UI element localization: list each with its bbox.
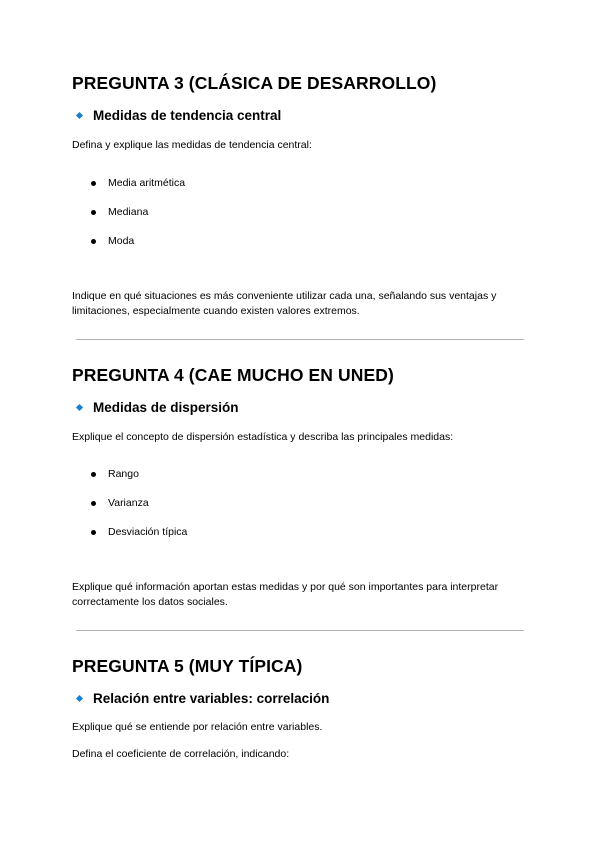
section-4-intro: Explique el concepto de dispersión estadística y describa las principales medidas: bbox=[72, 431, 454, 443]
list-item-text: Varianza bbox=[108, 497, 149, 509]
diamond-bullet-icon bbox=[76, 695, 83, 702]
list-item bbox=[91, 235, 134, 247]
section-3-closing: Indique en qué situaciones es más conveniente utilizar cada una, señalando sus ventajas y limitaciones, especialmente cuando existen valores extremos. bbox=[72, 290, 497, 317]
list-item-text: Desviación típica bbox=[108, 526, 188, 538]
section-5-title: PREGUNTA 5 (MUY TÍPICA) bbox=[72, 656, 303, 676]
list-item bbox=[91, 526, 187, 538]
subtitle-text: Medidas de dispersión bbox=[93, 400, 239, 415]
bullet-dot-icon bbox=[91, 501, 96, 506]
section-5-subtitle bbox=[76, 691, 329, 706]
diamond-bullet-icon bbox=[76, 404, 83, 411]
bullet-dot-icon bbox=[91, 181, 96, 186]
section-4-subtitle bbox=[76, 400, 239, 415]
bullet-dot-icon bbox=[91, 239, 96, 244]
list-item-text: Rango bbox=[108, 468, 139, 480]
section-divider bbox=[76, 630, 524, 631]
list-item bbox=[91, 497, 149, 509]
bullet-dot-icon bbox=[91, 472, 96, 477]
list-item bbox=[91, 206, 148, 218]
section-3-title: PREGUNTA 3 (CLÁSICA DE DESARROLLO) bbox=[72, 73, 437, 93]
section-3-subtitle bbox=[76, 108, 281, 123]
list-item bbox=[91, 468, 139, 480]
list-item-text: Moda bbox=[108, 235, 135, 247]
section-4-closing: Explique qué información aportan estas medidas y por qué son importantes para interpretar correctamente los datos sociales. bbox=[72, 581, 499, 608]
bullet-dot-icon bbox=[91, 210, 96, 215]
subtitle-text: Medidas de tendencia central bbox=[93, 108, 282, 123]
list-item-text: Media aritmética bbox=[108, 177, 186, 189]
list-item bbox=[91, 177, 185, 189]
section-3-intro: Defina y explique las medidas de tendencia central: bbox=[72, 139, 312, 151]
subtitle-text: Relación entre variables: correlación bbox=[93, 691, 330, 706]
section-5-intro: Explique qué se entiende por relación entre variables. bbox=[72, 721, 323, 733]
section-5-extra: Defina el coeficiente de correlación, indicando: bbox=[72, 748, 290, 760]
diamond-bullet-icon bbox=[76, 112, 83, 119]
list-item-text: Mediana bbox=[108, 206, 149, 218]
section-divider bbox=[76, 339, 524, 340]
bullet-dot-icon bbox=[91, 530, 96, 535]
section-4-title: PREGUNTA 4 (CAE MUCHO EN UNED) bbox=[72, 365, 394, 385]
